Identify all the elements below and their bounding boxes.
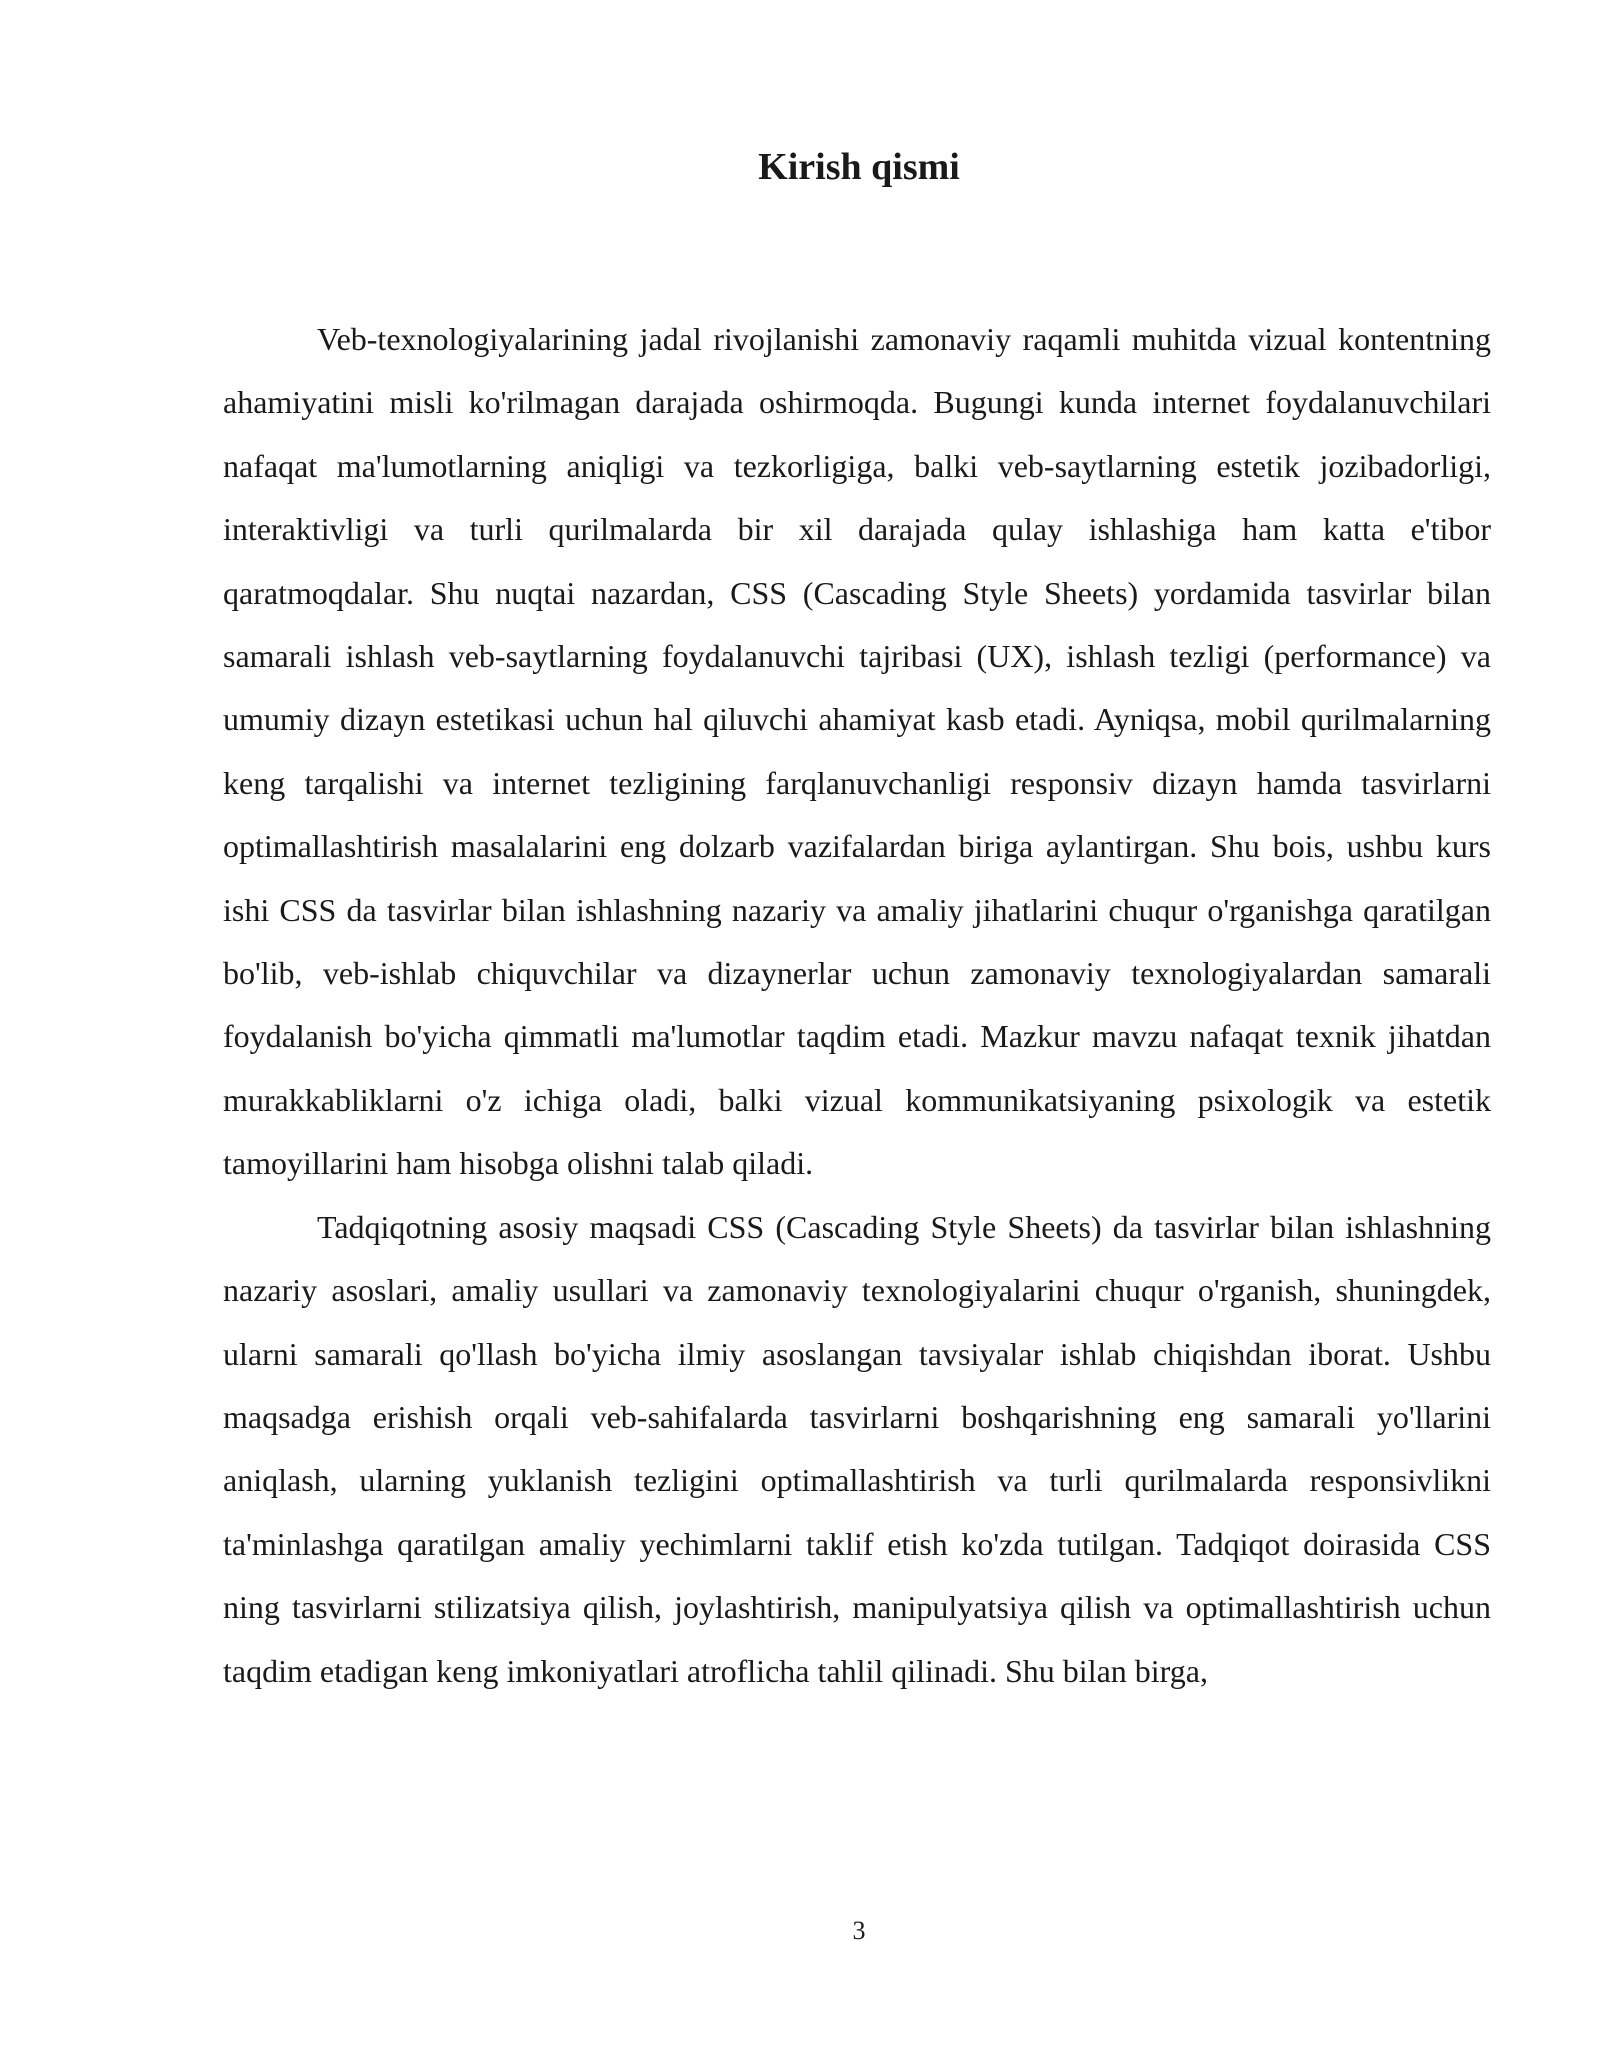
paragraph-2: Tadqiqotning asosiy maqsadi CSS (Cascading Style Sheets) da tasvirlar bilan ishlashning nazariy asoslari, amaliy usullari va zamonaviy texnologiyalarini chuqur o'rganish, shuningdek, ularni samarali qo'llash bo'yicha ilmiy asoslangan tavsiyalar ishlab chiqishdan iborat. Ushbu maqsadga erishish orqali veb-sahifalarda tasvirlarni boshqarishning eng samarali yo'llarini aniqlash, ularning yuklanish tezligini optimallashtirish va turli qurilmalarda responsivlikni ta'minlashga qaratilgan amaliy yechimlarni taklif etish ko'zda tutilgan. Tadqiqot doirasida CSS ning tasvirlarni stilizatsiya qilish, joylashtirish, manipulyatsiya qilish va optimallashtirish uchun taqdim etadigan keng imkoniyatlari atroflicha tahlil qilinadi. Shu bilan birga, bbox=[223, 1208, 1491, 1689]
paragraph-1: Veb-texnologiyalarining jadal rivojlanishi zamonaviy raqamli muhitda vizual kontentning ahamiyatini misli ko'rilmagan darajada oshirmoqda. Bugungi kunda internet foydalanuvchilari nafaqat ma'lumotlarning aniqligi va tezkorligiga, balki veb-saytlarning estetik jozibadorligi, interaktivligi va turli qurilmalarda bir xil darajada qulay ishlashiga ham katta e'tibor qaratmoqdalar. Shu nuqtai nazardan, CSS (Cascading Style Sheets) yordamida tasvirlar bilan samarali ishlash veb-saytlarning foydalanuvchi tajribasi (UX), ishlash tezligi (performance) va umumiy dizayn estetikasi uchun hal qiluvchi ahamiyat kasb etadi. Ayniqsa, mobil qurilmalarning keng tarqalishi va internet tezligining farqlanuvchanligi responsiv dizayn hamda tasvirlarni optimallashtirish masalalarini eng dolzarb vazifalardan biriga aylantirgan. Shu bois, ushbu kurs ishi CSS da tasvirlar bilan ishlashning nazariy va amaliy jihatlarini chuqur o'rganishga qaratilgan bo'lib, veb-ishlab chiquvchilar va dizaynerlar uchun zamonaviy texnologiyalardan samarali foydalanish bo'yicha qimmatli ma'lumotlar taqdim etadi. Mazkur mavzu nafaqat texnik jihatdan murakkabliklarni o'z ichiga oladi, balki vizual kommunikatsiyaning psixologik va estetik tamoyillarini ham hisobga olishni talab qiladi. bbox=[223, 321, 1491, 1182]
page-number: 3 bbox=[852, 1916, 866, 1945]
body-text bbox=[223, 308, 1491, 1703]
page-title: Kirish qismi bbox=[758, 146, 960, 188]
